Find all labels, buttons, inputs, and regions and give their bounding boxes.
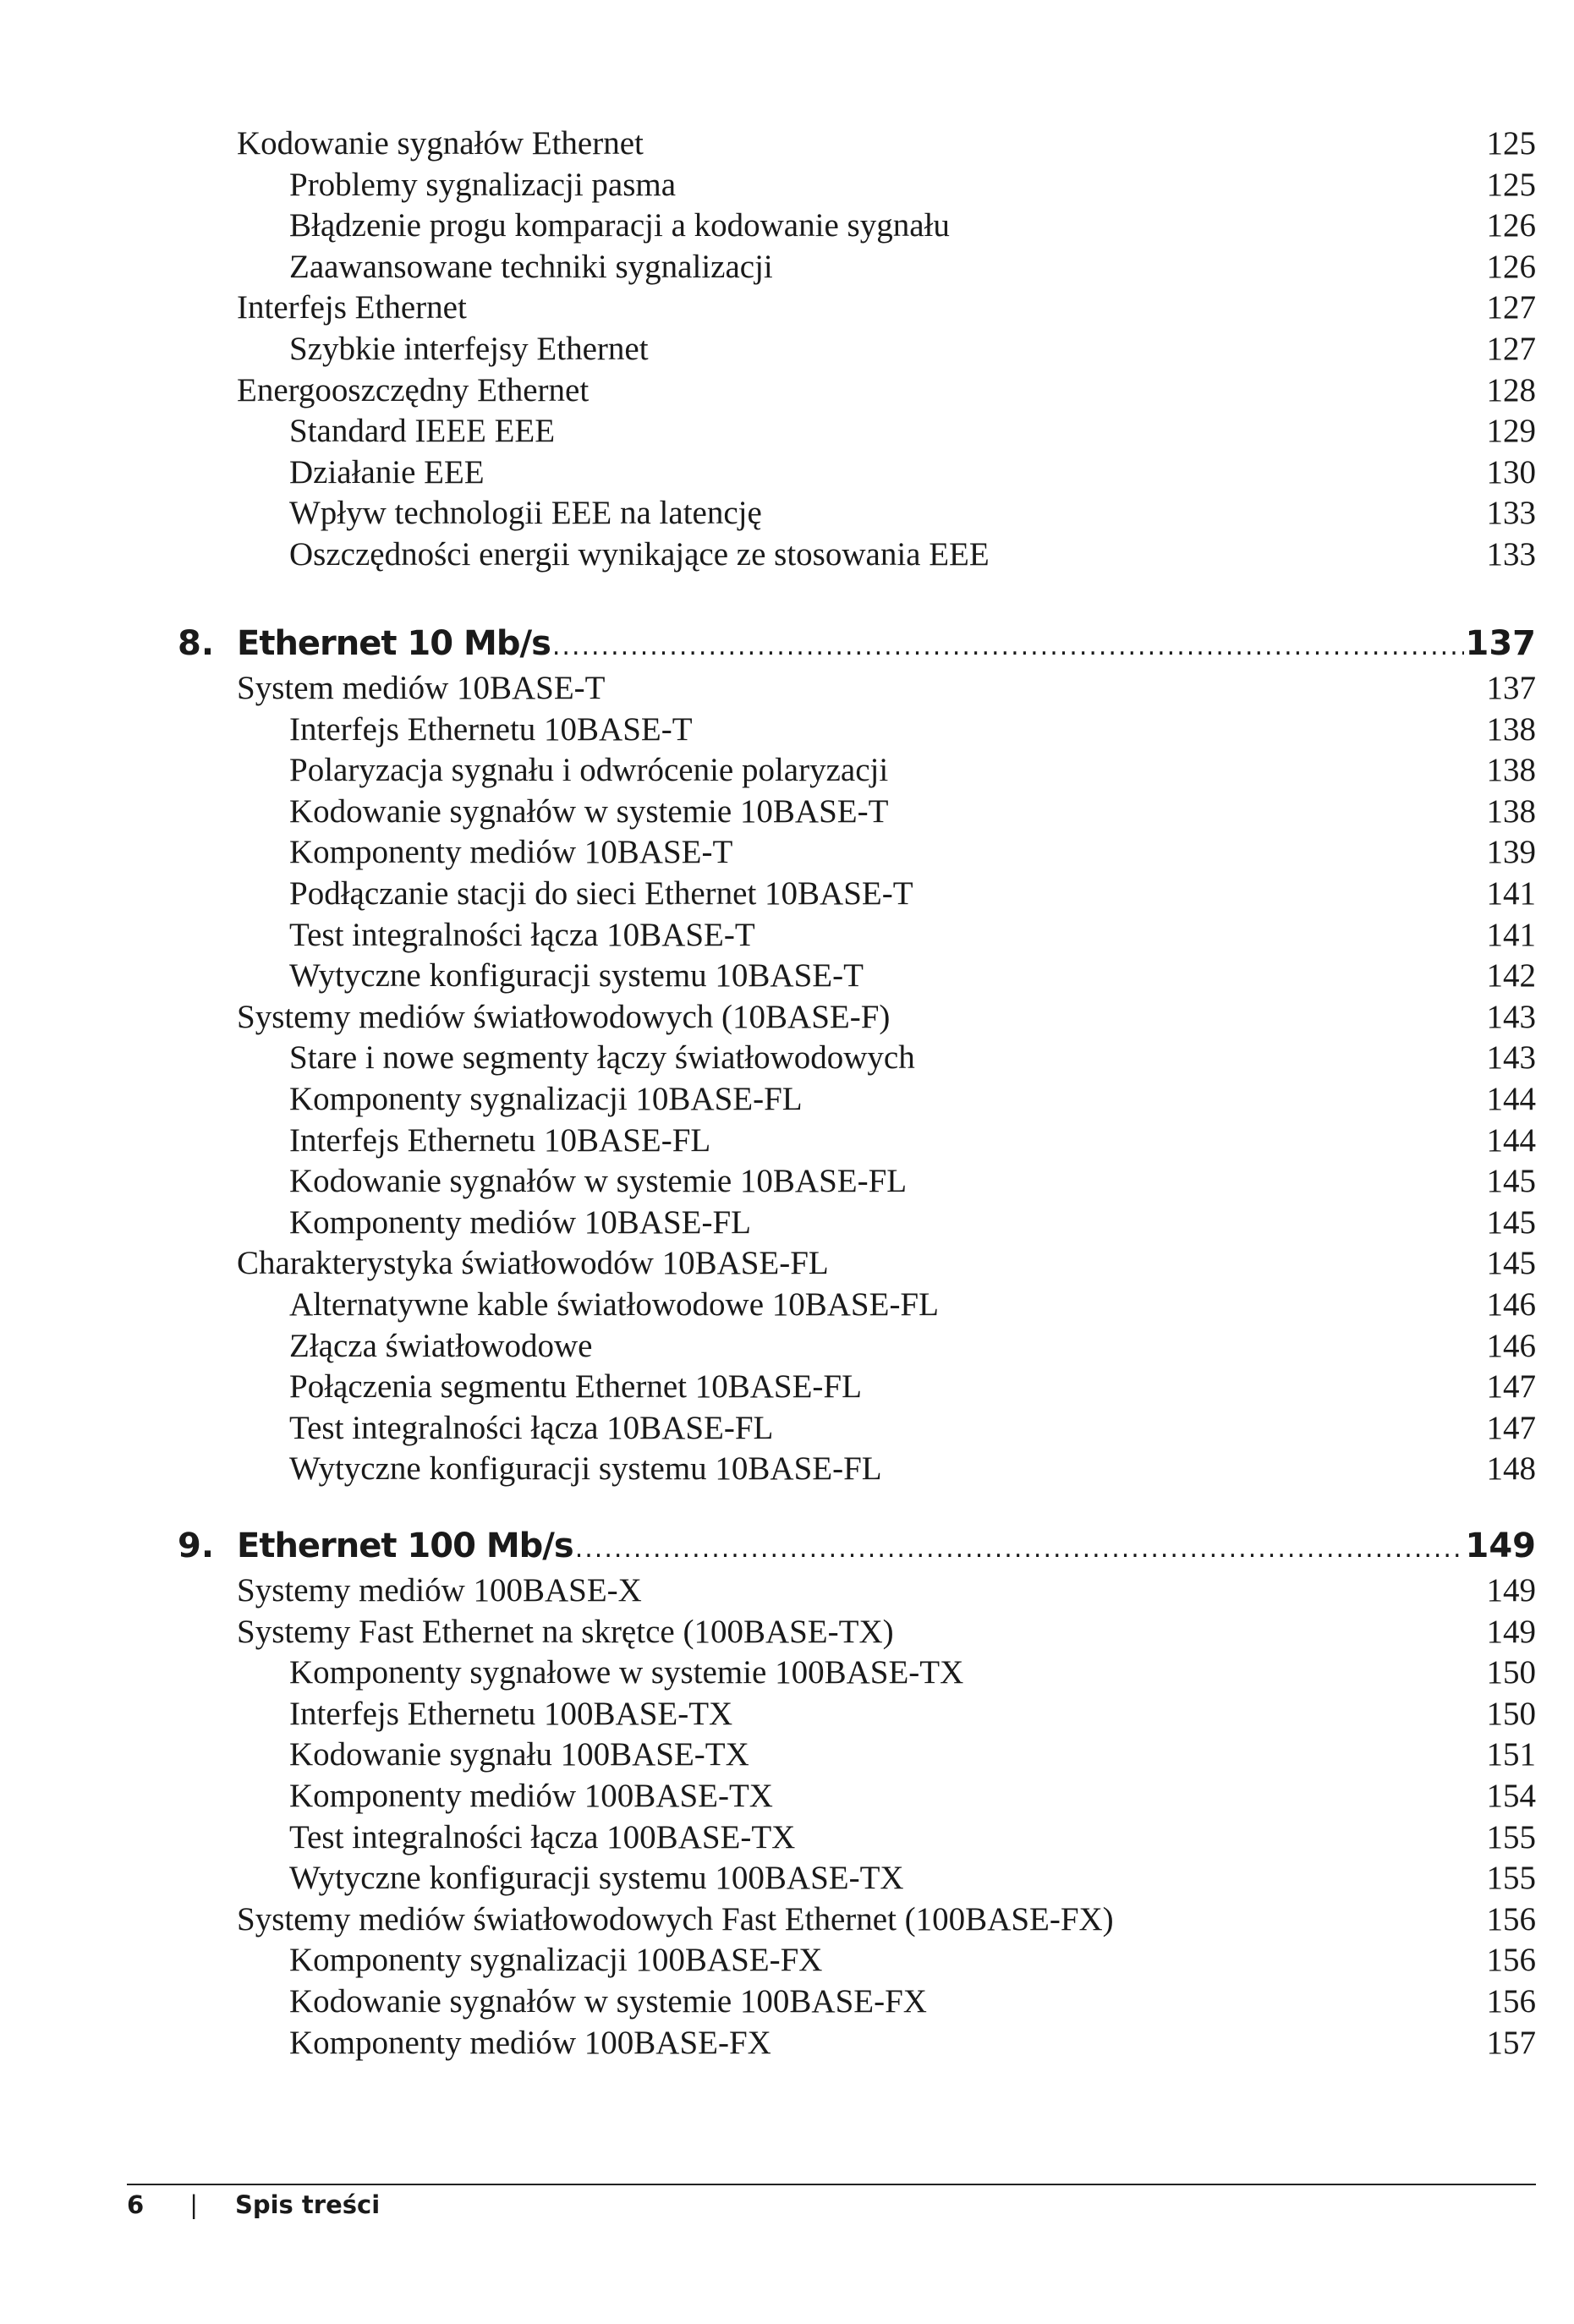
toc-entry-title: Interfejs Ethernet [237,289,467,326]
toc-entry-title: Kodowanie sygnałów w systemie 10BASE-T [289,793,889,830]
toc-entry-page: 127 [1486,331,1536,367]
toc-entry-page: 129 [1486,413,1536,449]
toc-entry-title: Polaryzacja sygnału i odwrócenie polaryzacji [289,752,889,788]
toc-entry-page: 126 [1486,207,1536,244]
toc-entry-title: Komponenty mediów 100BASE-TX [289,1778,773,1814]
toc-entry [289,874,1536,914]
chapter-leader-dots [575,1526,1464,1572]
toc-entry-title: Systemy mediów światłowodowych Fast Ethernet (100BASE-FX) [237,1901,1114,1938]
toc-entry [289,710,1536,750]
toc-entry-page: 145 [1486,1245,1536,1281]
toc-entry-page: 149 [1486,1614,1536,1650]
toc-entry-title: Charakterystyka światłowodów 10BASE-FL [237,1245,829,1281]
toc-entry-page: 143 [1486,1039,1536,1076]
toc-entry-title: Komponenty mediów 10BASE-FL [289,1204,751,1241]
toc-entry-page: 156 [1486,1983,1536,2020]
toc-entry-title: Wytyczne konfiguracji systemu 10BASE-FL [289,1450,882,1487]
toc-entry-page: 127 [1486,289,1536,326]
toc-entry-title: Interfejs Ethernetu 10BASE-T [289,711,693,748]
toc-entry-page: 141 [1486,875,1536,912]
toc-entry [237,1899,1536,1940]
toc-entry-title: Systemy mediów 100BASE-X [237,1572,642,1609]
toc-entry [289,1694,1536,1735]
toc-entry [289,1408,1536,1449]
toc-entry [237,997,1536,1038]
toc-entry [237,1570,1536,1611]
toc-entry-title: Podłączanie stacji do sieci Ethernet 10BASE-T [289,875,913,912]
toc-entry [237,1612,1536,1653]
toc-entry [289,1735,1536,1775]
toc-entry [237,288,1536,328]
chapter-number: 8. [178,624,215,663]
toc-entry-page: 137 [1486,670,1536,706]
toc-entry-title: Błądzenie progu komparacji a kodowanie sygnału [289,207,950,244]
toc-entry [289,1203,1536,1243]
toc-entry [289,915,1536,956]
toc-entry [289,750,1536,791]
toc-entry-title: Test integralności łącza 100BASE-TX [289,1819,796,1855]
toc-entry-title: Wytyczne konfiguracji systemu 10BASE-T [289,957,864,994]
toc-entry-title: System mediów 10BASE-T [237,670,606,706]
footer-rule [127,2184,1536,2185]
toc-entry-page: 150 [1486,1654,1536,1691]
chapter-heading [178,1523,1536,1572]
toc-entry [289,2023,1536,2064]
toc-entry [289,493,1536,534]
toc-entry-page: 138 [1486,752,1536,788]
toc-entry-page: 133 [1486,495,1536,531]
chapter-page: 137 [1465,624,1536,663]
toc-entry-page: 138 [1486,711,1536,748]
toc-entry [289,1858,1536,1899]
toc-entry-title: Kodowanie sygnału 100BASE-TX [289,1736,749,1773]
footer-separator: | [189,2190,198,2219]
toc-entry-title: Połączenia segmentu Ethernet 10BASE-FL [289,1368,862,1405]
toc-entry-page: 147 [1486,1368,1536,1405]
chapter-title: Ethernet 100 Mb/s [237,1526,573,1565]
toc-entry-title: Kodowanie sygnałów Ethernet [237,125,644,162]
toc-entry-page: 125 [1486,167,1536,203]
toc-entry-page: 145 [1486,1204,1536,1241]
page-footer [127,2190,380,2219]
toc-entry [237,1243,1536,1284]
toc-entry [289,1161,1536,1202]
toc-entry-page: 128 [1486,372,1536,408]
toc-entry [289,1981,1536,2022]
toc-entry [289,1285,1536,1325]
toc-entry [289,1449,1536,1489]
toc-entry [289,165,1536,206]
toc-entry [289,329,1536,370]
toc-entry-page: 142 [1486,957,1536,994]
toc-entry-title: Stare i nowe segmenty łączy światłowodowych [289,1039,915,1076]
toc-entry [289,1079,1536,1120]
toc-entry [289,1653,1536,1693]
toc-entry-title: Kodowanie sygnałów w systemie 100BASE-FX [289,1983,927,2020]
toc-entry-page: 138 [1486,793,1536,830]
toc-entry-title: Systemy Fast Ethernet na skrętce (100BASE-TX) [237,1614,894,1650]
toc-entry-title: Komponenty mediów 10BASE-T [289,834,733,870]
toc-entry-page: 156 [1486,1942,1536,1978]
toc-entry [289,206,1536,246]
toc-entry-title: Wpływ technologii EEE na latencję [289,495,762,531]
toc-entry-page: 155 [1486,1860,1536,1896]
toc-entry-title: Komponenty sygnalizacji 10BASE-FL [289,1081,803,1117]
toc-entry-page: 150 [1486,1696,1536,1732]
toc-entry [289,1326,1536,1367]
toc-entry [289,452,1536,493]
toc-entry-title: Komponenty sygnałowe w systemie 100BASE-TX [289,1654,964,1691]
toc-entry [289,956,1536,996]
toc-entry [237,370,1536,411]
toc-entry [289,534,1536,575]
toc-entry-page: 141 [1486,917,1536,953]
toc-entry-title: Zaawansowane techniki sygnalizacji [289,249,773,285]
chapter-number: 9. [178,1526,215,1565]
toc-entry [237,668,1536,709]
toc-entry-title: Systemy mediów światłowodowych (10BASE-F) [237,999,891,1035]
toc-entry-page: 155 [1486,1819,1536,1855]
toc-entry [289,1121,1536,1161]
toc-entry [237,123,1536,164]
toc-entry-page: 133 [1486,536,1536,573]
toc-entry-page: 125 [1486,125,1536,162]
toc-entry-page: 144 [1486,1122,1536,1159]
toc-entry-title: Standard IEEE EEE [289,413,556,449]
toc-entry-title: Test integralności łącza 10BASE-FL [289,1410,774,1446]
toc-entry-page: 151 [1486,1736,1536,1773]
toc-entry-page: 157 [1486,2025,1536,2061]
toc-entry-page: 139 [1486,834,1536,870]
toc-entry [289,247,1536,288]
toc-entry-page: 145 [1486,1163,1536,1199]
chapter-title: Ethernet 10 Mb/s [237,624,551,663]
toc-entry [289,1038,1536,1078]
toc-entry-title: Test integralności łącza 10BASE-T [289,917,755,953]
toc-entry-page: 130 [1486,454,1536,491]
toc-entry [289,411,1536,452]
chapter-page: 149 [1465,1526,1536,1565]
toc-entry-page: 154 [1486,1778,1536,1814]
footer-section-title: Spis treści [234,2190,381,2219]
toc-entry-title: Działanie EEE [289,454,485,491]
toc-entry-title: Wytyczne konfiguracji systemu 100BASE-TX [289,1860,904,1896]
toc-entry-title: Interfejs Ethernetu 100BASE-TX [289,1696,733,1732]
toc-entry-page: 146 [1486,1286,1536,1323]
toc-entry [289,1776,1536,1817]
toc-entry [289,792,1536,832]
toc-entry-page: 149 [1486,1572,1536,1609]
toc-entry-title: Szybkie interfejsy Ethernet [289,331,649,367]
toc-entry-page: 148 [1486,1450,1536,1487]
toc-entry [289,832,1536,873]
toc-entry [289,1817,1536,1858]
footer-page-number: 6 [127,2190,145,2219]
chapter-leader-dots [552,624,1464,670]
toc-entry-page: 144 [1486,1081,1536,1117]
toc-entry-page: 156 [1486,1901,1536,1938]
toc-entry-title: Komponenty mediów 100BASE-FX [289,2025,771,2061]
toc-entry-title: Złącza światłowodowe [289,1328,593,1364]
toc-entry-title: Interfejs Ethernetu 10BASE-FL [289,1122,711,1159]
toc-entry-title: Problemy sygnalizacji pasma [289,167,677,203]
toc-entry-page: 143 [1486,999,1536,1035]
toc-entry-title: Komponenty sygnalizacji 100BASE-FX [289,1942,823,1978]
toc-entry-title: Alternatywne kable światłowodowe 10BASE-FL [289,1286,939,1323]
toc-entry-page: 146 [1486,1328,1536,1364]
toc-entry [289,1940,1536,1981]
chapter-heading [178,621,1536,670]
toc-entry-title: Oszczędności energii wynikające ze stosowania EEE [289,536,990,573]
toc-entry-page: 126 [1486,249,1536,285]
toc-entry [289,1367,1536,1407]
toc-entry-title: Energooszczędny Ethernet [237,372,590,408]
toc-entry-page: 147 [1486,1410,1536,1446]
toc-entry-title: Kodowanie sygnałów w systemie 10BASE-FL [289,1163,908,1199]
